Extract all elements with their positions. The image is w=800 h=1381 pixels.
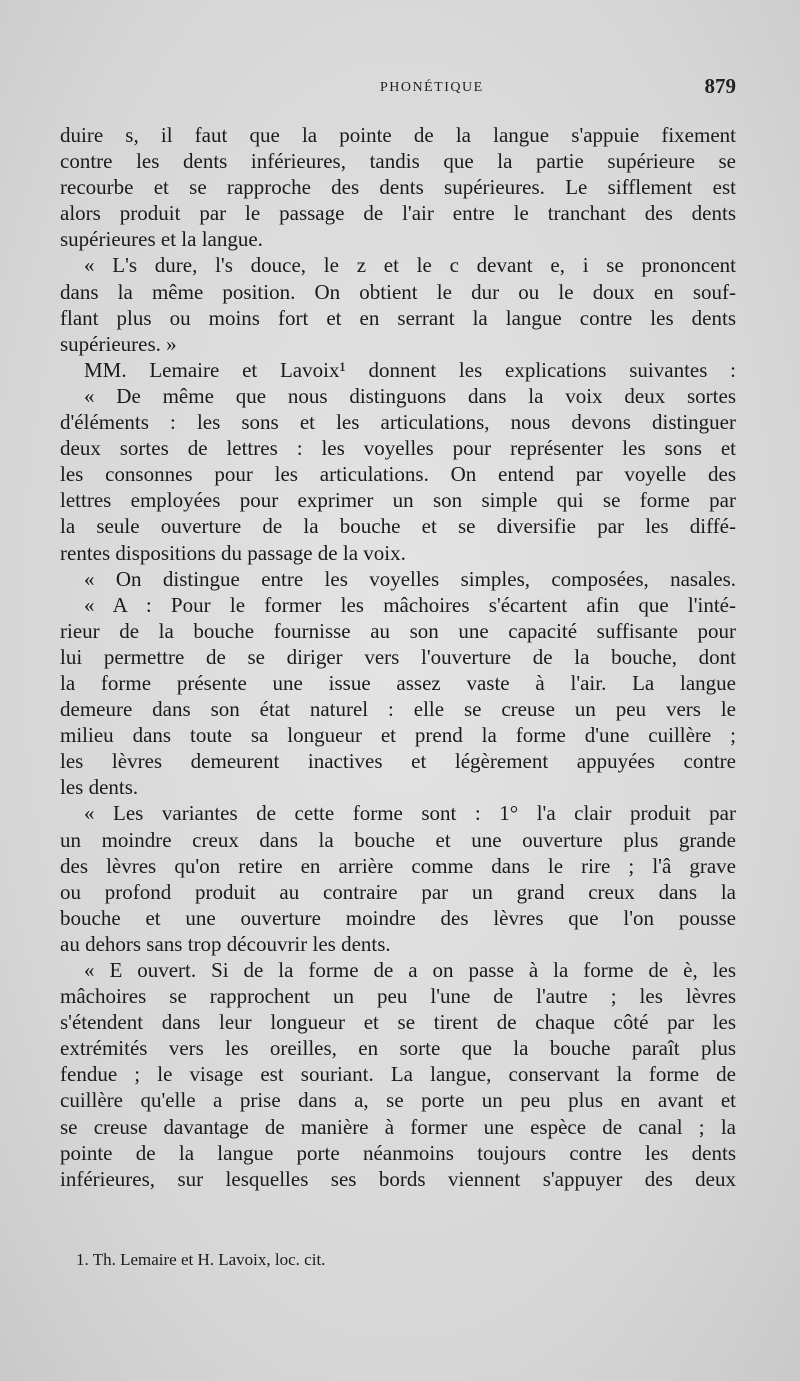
text-line: supérieures. » <box>60 331 177 356</box>
text-line: « E ouvert. Si de la forme de a on passe à la forme de è, les <box>84 958 736 982</box>
text-line: d'éléments : les sons et les articulations, nous devons distinguer <box>60 410 736 435</box>
text-line: un moindre creux dans la bouche et une ouverture plus grande <box>60 827 736 852</box>
text-line: milieu dans toute sa longueur et prend la forme d'une cuillère ; <box>60 723 736 748</box>
text-line: rentes dispositions du passage de la voix. <box>60 540 406 565</box>
text-line: alors produit par le passage de l'air entre le tranchant des dents <box>60 201 736 226</box>
text-line: la forme présente une issue assez vaste à l'air. La langue <box>60 670 736 695</box>
text-line: pointe de la langue porte néanmoins toujours contre les dents <box>60 1140 736 1165</box>
text-line: au dehors sans trop découvrir les dents. <box>60 931 391 956</box>
text-line: « Les variantes de cette forme sont : 1° l'a clair produit par <box>84 801 736 826</box>
text-line: contre les dents inférieures, tandis que la partie supérieure se <box>60 149 736 174</box>
text-line: « On distingue entre les voyelles simples, composées, nasales. <box>84 566 736 591</box>
text-line: rieur de la bouche fournisse au son une capacité suffisante pour <box>60 618 736 643</box>
text-line: des lèvres qu'on retire en arrière comme dans le rire ; l'â grave <box>60 853 736 878</box>
page-number: 879 <box>704 74 736 98</box>
page-header <box>60 76 736 102</box>
text-line: cuillère qu'elle a prise dans a, se porte un peu plus en avant et <box>60 1088 736 1113</box>
text-line: demeure dans son état naturel : elle se creuse un peu vers le <box>60 697 736 722</box>
text-line: inférieures, sur lesquelles ses bords viennent s'appuyer des deux <box>60 1166 736 1191</box>
text-line: s'étendent dans leur longueur et se tirent de chaque côté par les <box>60 1010 736 1035</box>
text-line: les lèvres demeurent inactives et légèrement appuyées contre <box>60 749 736 774</box>
text-line: mâchoires se rapprochent un peu l'une de l'autre ; les lèvres <box>60 984 736 1009</box>
text-line: la seule ouverture de la bouche et se diversifie par les diffé- <box>60 514 736 539</box>
body-text <box>60 122 736 1192</box>
text-line: ou profond produit au contraire par un grand creux dans la <box>60 879 736 904</box>
text-line: deux sortes de lettres : les voyelles pour représenter les sons et <box>60 436 736 461</box>
text-line: « A : Pour le former les mâchoires s'écartent afin que l'inté- <box>84 592 736 617</box>
text-line: recourbe et se rapproche des dents supérieures. Le sifflement est <box>60 175 736 200</box>
text-line: flant plus ou moins fort et en serrant la langue contre les dents <box>60 305 736 330</box>
text-line: extrémités vers les oreilles, en sorte que la bouche paraît plus <box>60 1036 736 1061</box>
footnote: 1. Th. Lemaire et H. Lavoix, loc. cit. <box>76 1250 326 1269</box>
text-line: lui permettre de se diriger vers l'ouverture de la bouche, dont <box>60 644 736 669</box>
text-line: les dents. <box>60 775 139 800</box>
text-line: se creuse davantage de manière à former une espèce de canal ; la <box>60 1114 736 1139</box>
text-line: lettres employées pour exprimer un son simple qui se forme par <box>60 488 736 513</box>
text-line: « L's dure, l's douce, le z et le c devant e, i se prononcent <box>84 253 736 278</box>
text-line: supérieures et la langue. <box>60 227 263 252</box>
text-line: « De même que nous distinguons dans la voix deux sortes <box>84 383 736 408</box>
text-line: les consonnes pour les articulations. On entend par voyelle des <box>60 462 736 487</box>
text-line: bouche et une ouverture moindre des lèvres que l'on pousse <box>60 905 736 930</box>
text-line: dans la même position. On obtient le dur ou le doux en souf- <box>60 279 736 304</box>
running-head: PHONÉTIQUE <box>380 80 484 95</box>
text-line: MM. Lemaire et Lavoix¹ donnent les explications suivantes : <box>84 357 736 382</box>
text-line: duire s, il faut que la pointe de la langue s'appuie fixement <box>60 123 736 147</box>
text-line: fendue ; le visage est souriant. La langue, conservant la forme de <box>60 1062 736 1087</box>
